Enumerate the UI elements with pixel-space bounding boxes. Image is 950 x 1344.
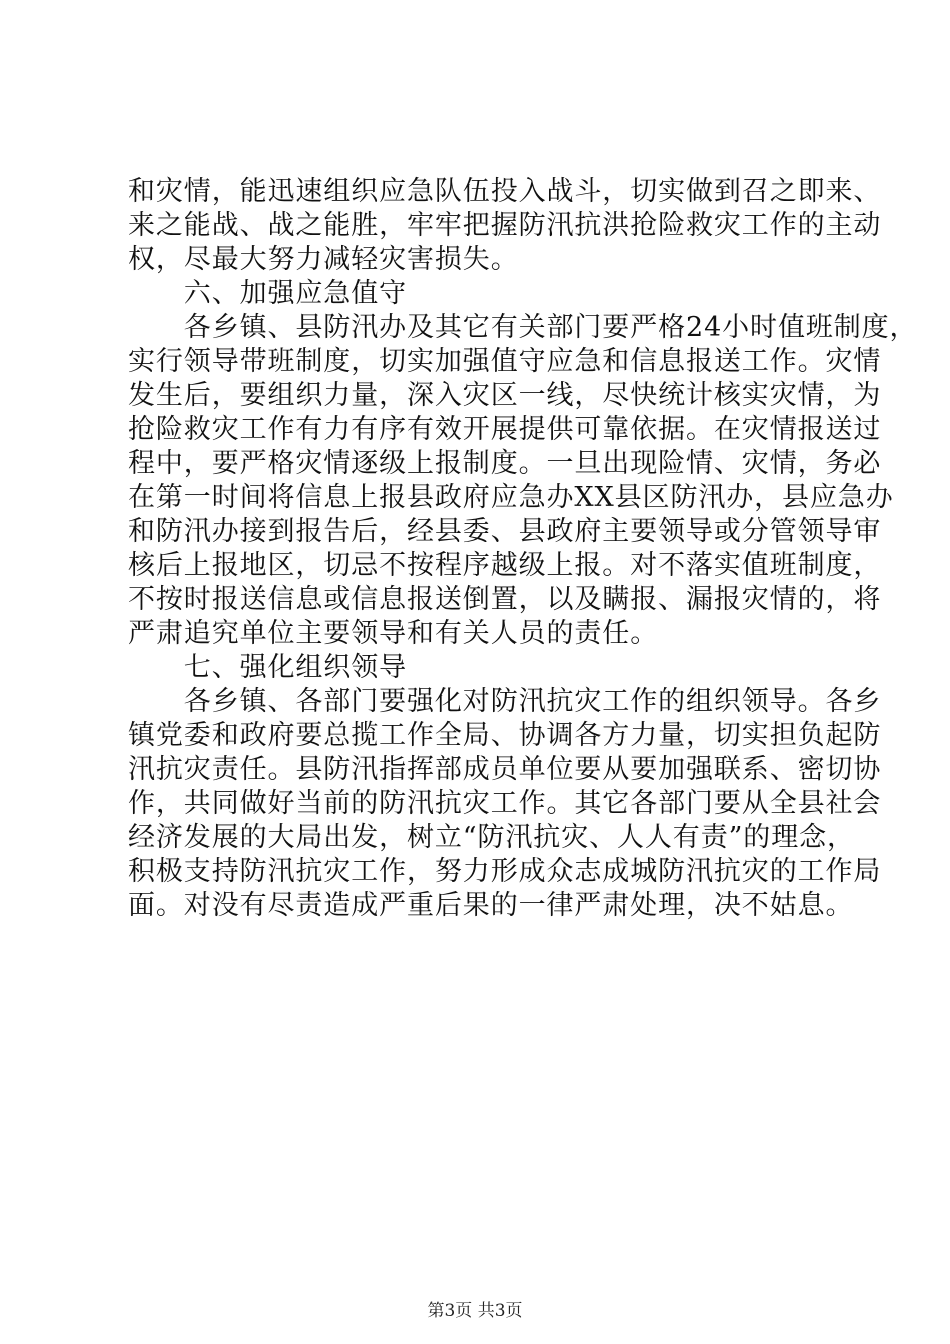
- text-line: 汛抗灾责任。县防汛指挥部成员单位要从要加强联系、密切协: [128, 754, 882, 785]
- text-line: 发生后，要组织力量，深入灾区一线，尽快统计核实灾情，为: [128, 380, 882, 411]
- text-line: 经济发展的大局出发，树立“防汛抗灾、人人有责”的理念，: [128, 822, 855, 853]
- text-line: 和防汛办接到报告后，经县委、县政府主要领导或分管领导审: [128, 516, 882, 547]
- text-line: 来之能战、战之能胜，牢牢把握防汛抗洪抢险救灾工作的主动: [128, 210, 882, 241]
- section-heading-six: 六、加强应急值守: [128, 278, 407, 309]
- text-line: 镇党委和政府要总揽工作全局、协调各方力量，切实担负起防: [128, 720, 882, 751]
- document-body: [128, 175, 918, 923]
- text-line: 和灾情，能迅速组织应急队伍投入战斗，切实做到召之即来、: [128, 176, 882, 207]
- text-line: 严肃追究单位主要领导和有关人员的责任。: [128, 618, 659, 649]
- text-line: 各乡镇、县防汛办及其它有关部门要严格24小时值班制度，: [128, 312, 918, 343]
- text-line: 程中，要严格灾情逐级上报制度。一旦出现险情、灾情，务必: [128, 448, 882, 479]
- text-line: 实行领导带班制度，切实加强值守应急和信息报送工作。灾情: [128, 346, 882, 377]
- text-line: 作，共同做好当前的防汛抗灾工作。其它各部门要从全县社会: [128, 788, 882, 819]
- text-line: 面。对没有尽责造成严重后果的一律严肃处理，决不姑息。: [128, 890, 854, 921]
- text-line: 在第一时间将信息上报县政府应急办XX县区防汛办，县应急办: [128, 482, 894, 513]
- text-line: 积极支持防汛抗灾工作，努力形成众志成城防汛抗灾的工作局: [128, 856, 882, 887]
- text-line: 各乡镇、各部门要强化对防汛抗灾工作的组织领导。各乡: [128, 686, 882, 717]
- section-heading-seven: 七、强化组织领导: [128, 652, 407, 683]
- text-line: 核后上报地区，切忌不按程序越级上报。对不落实值班制度，: [128, 550, 882, 581]
- text-line: 抢险救灾工作有力有序有效开展提供可靠依据。在灾情报送过: [128, 414, 882, 445]
- text-line: 权，尽最大努力减轻灾害损失。: [128, 244, 519, 275]
- page-number-footer: 第3页 共3页: [427, 1301, 523, 1321]
- text-line: 不按时报送信息或信息报送倒置，以及瞒报、漏报灾情的，将: [128, 584, 882, 615]
